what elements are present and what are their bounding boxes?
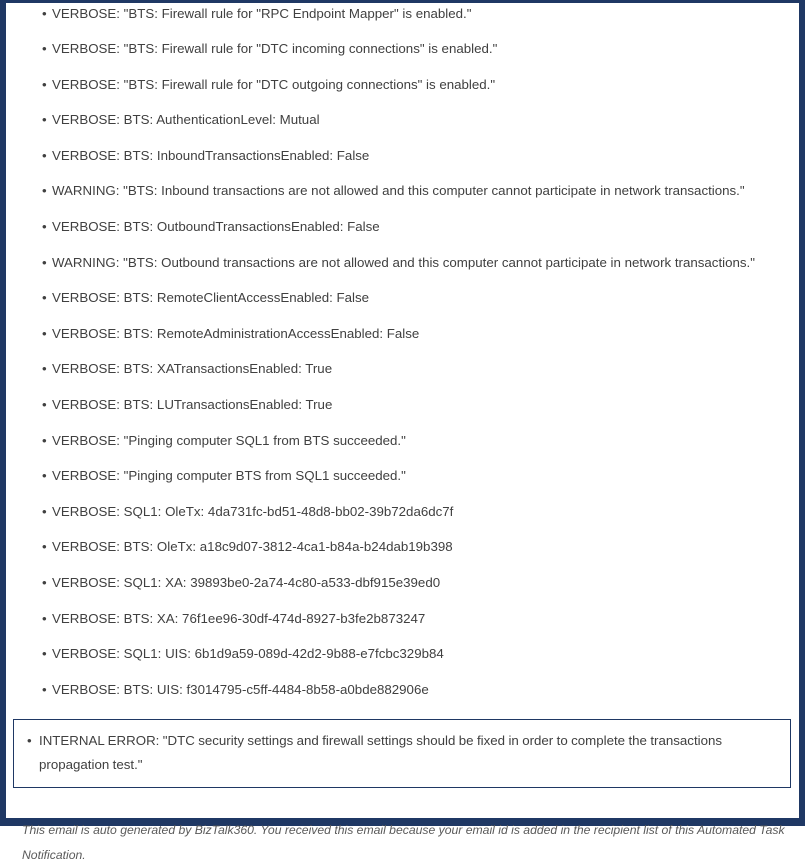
log-line: • VERBOSE: BTS: LUTransactionsEnabled: True: [6, 387, 799, 423]
log-line: • VERBOSE: BTS: RemoteClientAccessEnabled: False: [6, 280, 799, 316]
log-line: • VERBOSE: "BTS: Firewall rule for "RPC Endpoint Mapper" is enabled.": [6, 3, 799, 31]
log-line: • WARNING: "BTS: Outbound transactions are not allowed and this computer cannot participate in network transactions.": [6, 245, 799, 281]
log-line: • VERBOSE: BTS: RemoteAdministrationAccessEnabled: False: [6, 316, 799, 352]
log-line: • VERBOSE: BTS: XA: 76f1ee96-30df-474d-8927-b3fe2b873247: [6, 601, 799, 637]
log-line: • VERBOSE: BTS: OleTx: a18c9d07-3812-4ca1-b84a-b24dab19b398: [6, 529, 799, 565]
transaction-test-log-list: [6, 3, 799, 707]
log-line: • VERBOSE: "BTS: Firewall rule for "DTC incoming connections" is enabled.": [6, 31, 799, 67]
log-line: • VERBOSE: BTS: AuthenticationLevel: Mutual: [6, 102, 799, 138]
log-line: • VERBOSE: "Pinging computer SQL1 from BTS succeeded.": [6, 423, 799, 459]
email-body: [6, 3, 799, 863]
log-line: • VERBOSE: BTS: XATransactionsEnabled: True: [6, 351, 799, 387]
log-line: • VERBOSE: BTS: InboundTransactionsEnabled: False: [6, 138, 799, 174]
email-footer-note: This email is auto generated by BizTalk360. You received this email because your email id is added in the recipient list of this Automated Task Notification.: [22, 823, 785, 863]
internal-error-box: [13, 719, 791, 788]
log-line: • VERBOSE: "Pinging computer BTS from SQL1 succeeded.": [6, 458, 799, 494]
log-line: • VERBOSE: BTS: OutboundTransactionsEnabled: False: [6, 209, 799, 245]
log-line: • VERBOSE: "BTS: Firewall rule for "DTC outgoing connections" is enabled.": [6, 67, 799, 103]
log-line: • WARNING: "BTS: Inbound transactions are not allowed and this computer cannot participate in network transactions.": [6, 173, 799, 209]
log-line: • VERBOSE: SQL1: XA: 39893be0-2a74-4c80-a533-dbf915e39ed0: [6, 565, 799, 601]
log-line: • VERBOSE: SQL1: OleTx: 4da731fc-bd51-48d8-bb02-39b72da6dc7f: [6, 494, 799, 530]
log-line: • VERBOSE: SQL1: UIS: 6b1d9a59-089d-42d2-9b88-e7fcbc329b84: [6, 636, 799, 672]
log-line: • VERBOSE: BTS: UIS: f3014795-c5ff-4484-8b58-a0bde882906e: [6, 672, 799, 708]
internal-error-message: • INTERNAL ERROR: "DTC security settings and firewall settings should be fixed in order to complete the transactions propagation test.": [27, 729, 780, 777]
